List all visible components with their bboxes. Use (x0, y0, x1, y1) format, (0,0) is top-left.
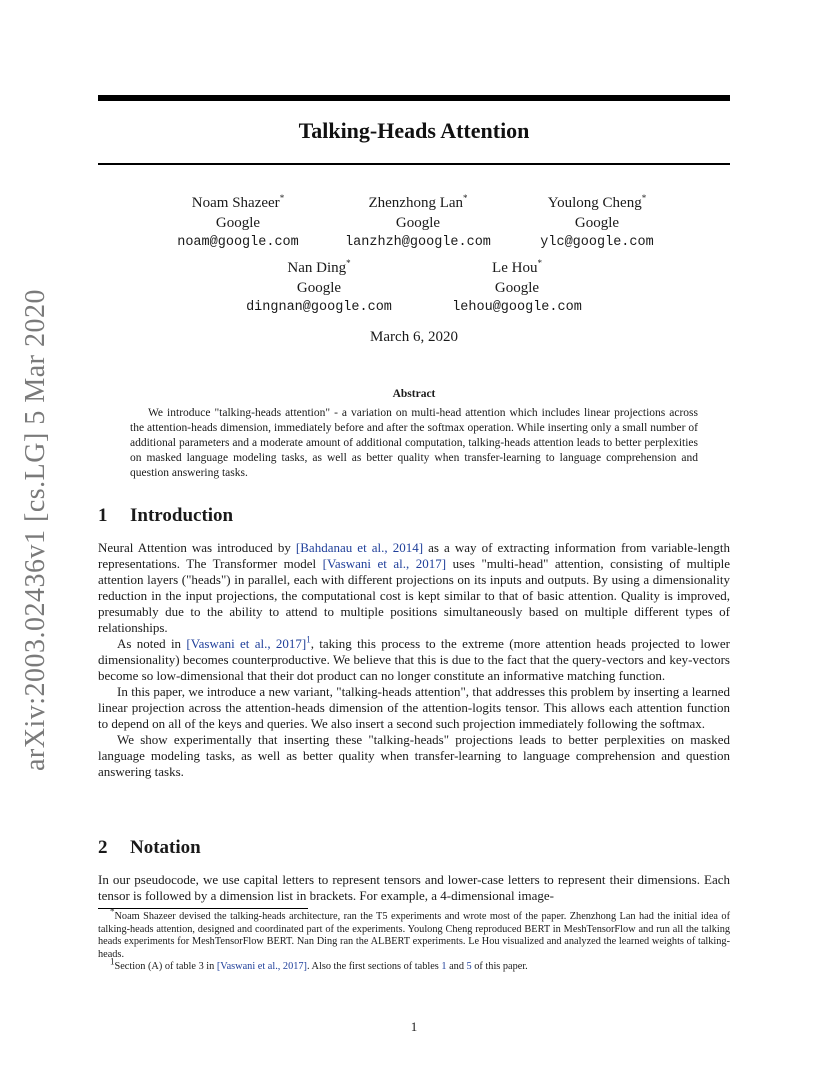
author-affiliation: Google (494, 279, 540, 296)
section-title: Introduction (130, 505, 234, 526)
footnote-mark: 1 (110, 956, 115, 967)
paragraph: We show experimentally that inserting these "talking-heads" projections leads to better perplexities on masked language modeling tasks, as well as better quality when transfer-learning to language comprehension and question answering tasks. (98, 732, 730, 779)
paragraph: In our pseudocode, we use capital letters to represent tensors and lower-case letters to represent their dimensions. Each tensor is followed by a dimension list in brackets. For example, a 4-dimensional image- (98, 872, 730, 903)
footnote: $^1$Section (A) of table 3 in [Vaswani et al., 2017]. Also the first sections of tables 1 and 5 of this paper. (110, 956, 528, 972)
footnote: *Noam Shazeer devised the talking-heads architecture, ran the T5 experiments and wrote most of the paper. Zhenzhong Lan had the initial idea of talking-heads attention, designed and coordinated part of the experiments. Youlong Cheng reproduced BERT in MeshTensorFlow and run all the talking heads experiments for MeshTensorFlow BERT. Nan Ding ran the ALBERT experiments. Le Hou visualized and analyzed the learned weights of talking-heads. (98, 906, 730, 960)
footnote-marker[interactable]: 1 (306, 634, 311, 645)
table-ref-link[interactable]: 5 (466, 961, 472, 972)
arxiv-identifier: arXiv:2003.02436v1 [cs.LG] 5 Mar 2020 (20, 289, 52, 771)
table-ref-link[interactable]: 1 (441, 961, 447, 972)
paragraph: As noted in [Vaswani et al., 2017]$^1$, taking this process to the extreme (more attention heads projected to lower dimensionality) becomes counterproductive. We believe that this is due to the fact that the query-vectors and key-vectors become so low-dimensional that their dot product can no longer constitute an informative matching function. (98, 634, 730, 683)
arxiv-side-stamp (16, 290, 56, 770)
author-block (412, 259, 622, 318)
abstract-text: We introduce "talking-heads attention" - a variation on multi-head attention which includes linear projections across the attention-heads dimension, immediately before and after the softmax operation. While inserting only a small number of additional parameters and a moderate amount of additional computation, talking-heads attention leads to better perplexities on masked language modeling tasks, as well as better quality when transfer-learning to language comprehension and question answering tasks. (130, 407, 698, 479)
title-top-rule (98, 95, 730, 101)
author-name: Youlong Cheng* (547, 193, 647, 211)
author-affiliation: Google (215, 214, 261, 231)
author-block (133, 194, 343, 253)
section-number: 1 (98, 505, 108, 526)
author-email[interactable]: dingnan@google.com (246, 300, 392, 315)
footnote-rule (98, 908, 308, 909)
citation-link[interactable]: [Vaswani et al., 2017] (322, 556, 447, 571)
author-affiliation: Google (395, 214, 441, 231)
author-email[interactable]: lanzhzh@google.com (345, 235, 491, 250)
footnotes (98, 906, 730, 974)
author-block (214, 259, 424, 318)
publication-date: March 6, 2020 (370, 329, 458, 345)
author-email[interactable]: lehou@google.com (452, 300, 582, 315)
paper-title: Talking-Heads Attention (298, 118, 530, 143)
paragraph: Neural Attention was introduced by [Bahdanau et al., 2014] as a way of extracting information from variable-length representations. The Transformer model [Vaswani et al., 2017] uses "multi-head" attention, consisting of multiple attention layers ("heads") in parallel, each with different projections on its inputs and outputs. By using a dimensionality reduction in the input projections, the computational cost is kept similar to that of basic attention. Quality is improved, presumably due to the ability to attend to multiple positions simultaneously based on multiple different types of relationships. (98, 540, 730, 635)
paragraph: In this paper, we introduce a new variant, "talking-heads attention", that addresses this problem by inserting a learned linear projection across the attention-heads dimension of the attention-logits tensor. This allows each attention function to depend on all of the keys and queries. We also insert a second such projection immediately following the softmax. (98, 684, 730, 731)
author-block (492, 194, 702, 253)
citation-link[interactable]: [Bahdanau et al., 2014] (295, 540, 424, 555)
section-title: Notation (130, 837, 201, 858)
section-number: 2 (98, 837, 108, 858)
author-email[interactable]: ylc@google.com (540, 235, 654, 250)
author-affiliation: Google (296, 279, 342, 296)
section-heading (98, 837, 201, 859)
author-name: Le Hou* (492, 258, 542, 276)
footnote-mark: * (110, 906, 115, 917)
section-body (98, 540, 730, 780)
author-name: Zhenzhong Lan* (368, 193, 468, 211)
abstract-heading: Abstract (392, 388, 436, 400)
author-name: Noam Shazeer* (191, 193, 285, 211)
author-email[interactable]: noam@google.com (177, 235, 299, 250)
section-body (98, 872, 730, 904)
author-name: Nan Ding* (287, 258, 351, 276)
citation-link[interactable]: [Vaswani et al., 2017] (186, 636, 307, 651)
citation-link[interactable]: [Vaswani et al., 2017] (216, 961, 307, 972)
section-heading (98, 505, 233, 527)
title-bottom-rule (98, 163, 730, 165)
author-affiliation: Google (574, 214, 620, 231)
page-number: 1 (410, 1019, 418, 1034)
